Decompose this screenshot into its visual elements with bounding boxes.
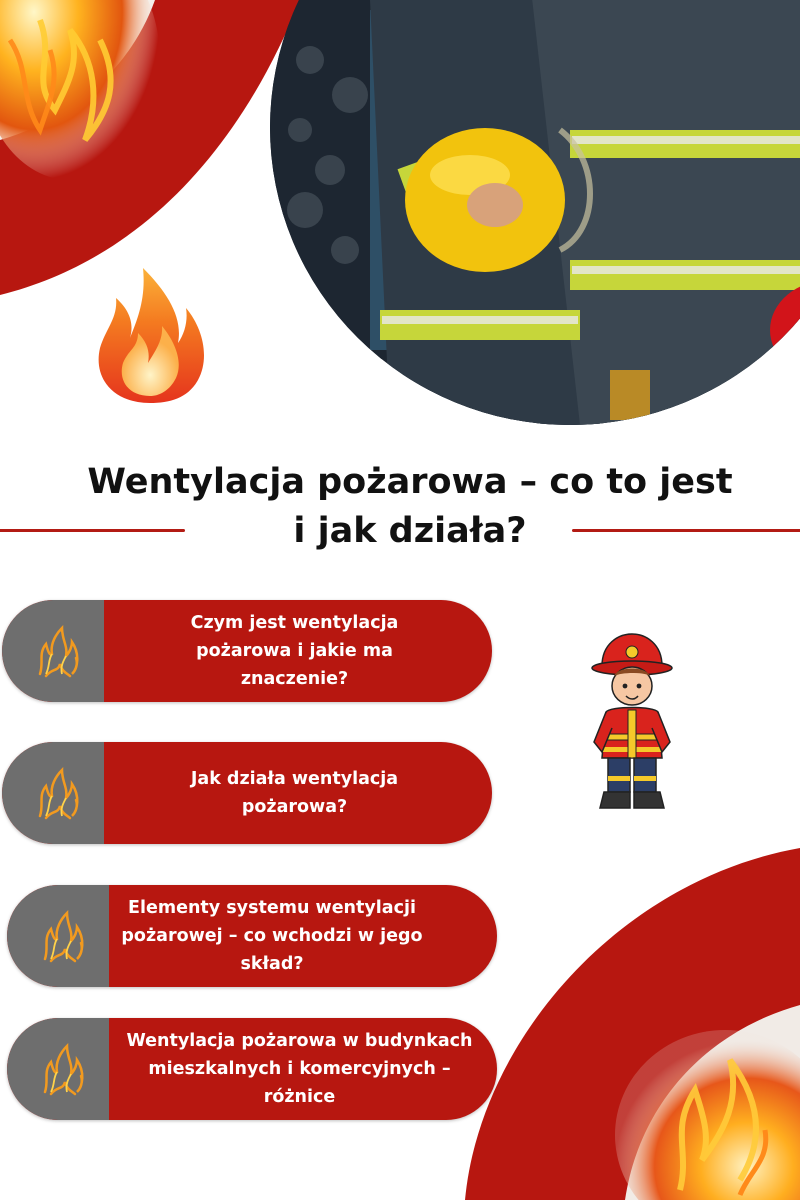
topic-label: Czym jest wentylacja pożarowa i jakie ma znaczenie? bbox=[190, 613, 399, 689]
page-title: Wentylacja pożarowa – co to jest i jak działa? bbox=[87, 462, 733, 551]
fire-decoration-bottom-right bbox=[440, 840, 800, 1200]
topic-item[interactable] bbox=[2, 600, 492, 702]
flame-icon bbox=[88, 258, 212, 408]
topic-icon-cap bbox=[2, 600, 104, 702]
flame-icon bbox=[37, 909, 87, 965]
topic-icon-cap bbox=[2, 742, 104, 844]
title-divider-left bbox=[0, 529, 185, 532]
topic-item[interactable] bbox=[7, 885, 497, 987]
topic-label: Jak działa wentylacja pożarowa? bbox=[190, 769, 399, 817]
topic-label: Elementy systemu wentylacji pożarowej – co wchodzi w jego skład? bbox=[121, 898, 423, 974]
topic-icon-cap bbox=[7, 885, 109, 987]
title-divider-right bbox=[572, 529, 800, 532]
firefighter-cartoon bbox=[588, 630, 676, 815]
topic-label: Wentylacja pożarowa w budynkach mieszkalnych i komercyjnych – różnice bbox=[126, 1031, 473, 1107]
topic-item[interactable] bbox=[2, 742, 492, 844]
topic-item[interactable] bbox=[7, 1018, 497, 1120]
flame-icon bbox=[32, 766, 82, 822]
topic-icon-cap bbox=[7, 1018, 109, 1120]
flame-icon bbox=[32, 624, 82, 680]
flame-icon bbox=[37, 1042, 87, 1098]
firefighters-photo bbox=[270, 0, 800, 425]
